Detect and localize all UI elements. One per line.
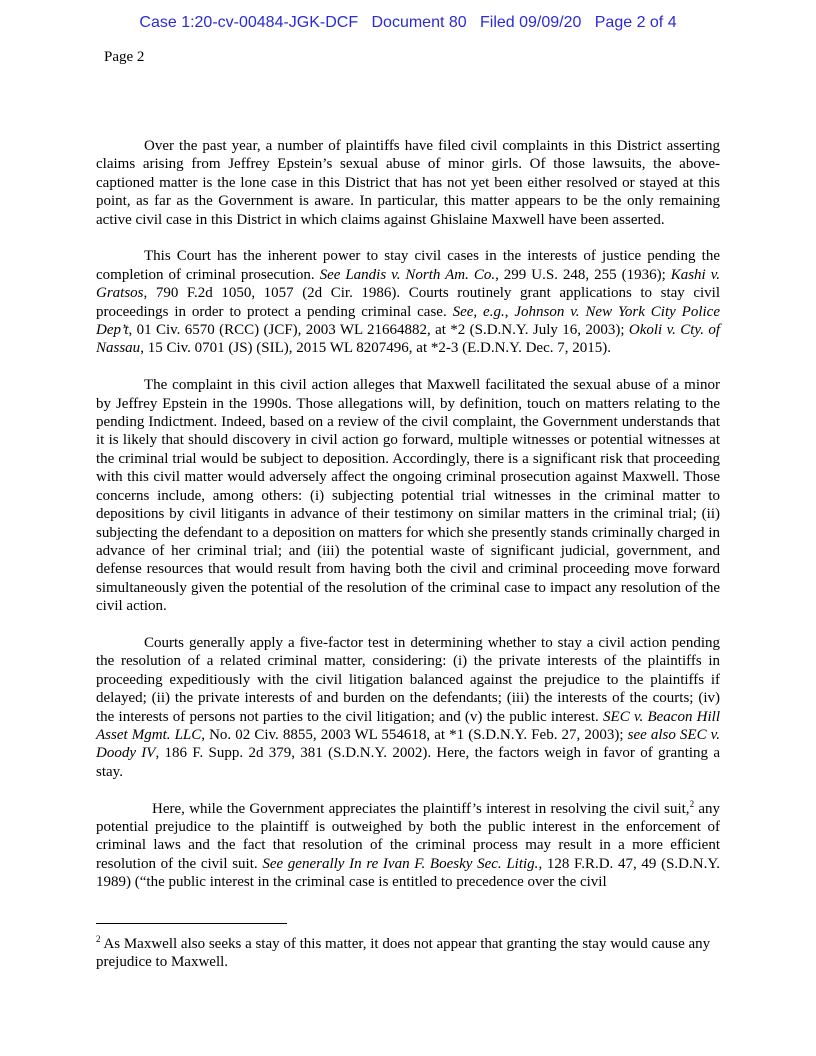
text-run: , 15 Civ. 0701 (JS) (SIL), 2015 WL 8207496, at *2-3 (E.D.N.Y. Dec. 7, 2015). — [140, 340, 611, 357]
text-run: Here, while the Government appreciates the plaintiff’s interest in resolving the civil suit, — [152, 800, 690, 817]
footnote-reference: 2 — [689, 798, 695, 809]
paragraph-2 — [96, 247, 720, 357]
letter-body — [96, 137, 720, 892]
ecf-page-count: Page 2 of 4 — [594, 14, 677, 31]
text-run: Courts generally apply a five-factor test in determining whether to stay a civil action pending the resolution of a related criminal matter, considering: (i) the private interests of the plaintiffs in proceeding expeditiously with the civil litigation balanced against the prejudice to the plaintiffs if delayed; (ii) the private interests of and burden on the defendants; (iii) the interests of the courts; (iv) the interests of persons not parties to the civil litigation; and (v) the public interest. — [96, 634, 720, 725]
paragraph-1: Over the past year, a number of plaintiffs have filed civil complaints in this District asserting claims arising from Jeffrey Epstein’s sexual abuse of minor girls. Of those lawsuits, the above-captioned matter is the lone case in this District that has not yet been either resolved or stayed at this point, as far as the Government is aware. In particular, this matter appears to be the only remaining active civil case in this District in which claims against Ghislaine Maxwell have been asserted. — [96, 138, 720, 228]
paragraph-3: The complaint in this civil action alleges that Maxwell facilitated the sexual abuse of a minor by Jeffrey Epstein in the 1990s. Those allegations will, by definition, touch on matters relating to the pending Indictment. Indeed, based on a review of the civil complaint, the Government understands that it is likely that should discovery in civil action go forward, multiple witnesses or potential witnesses at the criminal trial would be subject to deposition. Accordingly, there is a significant risk that proceeding with this civil matter would adversely affect the ongoing criminal prosecution against Maxwell. Those concerns include, among others: (i) subjecting potential trial witnesses in the criminal matter to depositions by civil litigants in advance of their testimony on similar matters in the criminal trial; (ii) subjecting the defendant to a deposition on matters for which she presently stands criminally charged in advance of her criminal trial; and (iii) the potential waste of significant judicial, government, and defense resources that would result from having both the civil and criminal proceeding move forward simultaneously given the potential of the resolution of the criminal case to impact any resolution of the civil action. — [96, 377, 720, 615]
citation: See generally In re Ivan F. Boesky Sec. Litig. — [262, 855, 539, 872]
text-run: , 128 F.R.D. 47, 49 (S.D.N.Y. 1989) (“the public interest in the criminal case is entitled to precedence over the civil — [96, 855, 720, 891]
text-run: , 186 F. Supp. 2d 379, 381 (S.D.N.Y. 2002). Here, the factors weigh in favor of granting a stay. — [96, 745, 720, 780]
citation: See Landis v. North Am. Co. — [319, 266, 496, 283]
footnote-text: As Maxwell also seeks a stay of this matter, it does not appear that granting the stay would cause any prejudice to Maxwell. — [96, 936, 711, 971]
ecf-filed-date: Filed 09/09/20 — [480, 14, 582, 31]
page-label: Page 2 — [104, 49, 145, 65]
citation: Johnson v. New York City Police Dep’t — [96, 303, 720, 339]
paragraph-4 — [96, 634, 720, 781]
text-run: , 299 U.S. 248, 255 (1936); — [495, 266, 671, 283]
text-run: any potential prejudice to the plaintiff is outweighed by both the public interest in the enforcement of criminal laws and the fact that resolution of the criminal process may result in a more efficient resolution of the civil suit. — [96, 800, 720, 872]
text-run: , No. 02 Civ. 8855, 2003 WL 554618, at *1 (S.D.N.Y. Feb. 27, 2003); — [201, 726, 628, 743]
footnote-2 — [96, 935, 720, 972]
ecf-header — [0, 14, 816, 32]
ecf-case-number: Case 1:20-cv-00484-JGK-DCF — [139, 14, 359, 31]
text-run: , 01 Civ. 6570 (RCC) (JCF), 2003 WL 21664882, at *2 (S.D.N.Y. July 16, 2003); — [128, 322, 629, 339]
paragraph-5 — [96, 800, 720, 892]
text-run: This Court has the inherent power to stay civil cases in the interests of justice pending the completion of criminal prosecution. — [96, 248, 720, 283]
citation: Kashi v. Gratsos — [96, 266, 720, 302]
citation: Okoli v. Cty. of Nassau — [96, 322, 721, 357]
ecf-document-number: Document 80 — [371, 14, 467, 31]
citation: SEC v. Beacon Hill Asset Mgmt. LLC — [96, 708, 721, 743]
footnote-number: 2 — [96, 934, 101, 944]
text-run: , 790 F.2d 1050, 1057 (2d Cir. 1986). Courts routinely grant applications to stay civil proceedings in order to protect a pending criminal case. — [96, 285, 720, 320]
citation-signal: See, e.g. — [452, 303, 505, 320]
footnote-divider — [96, 923, 287, 924]
text-run: , — [504, 303, 515, 320]
citation: see also SEC v. Doody IV — [96, 726, 720, 762]
